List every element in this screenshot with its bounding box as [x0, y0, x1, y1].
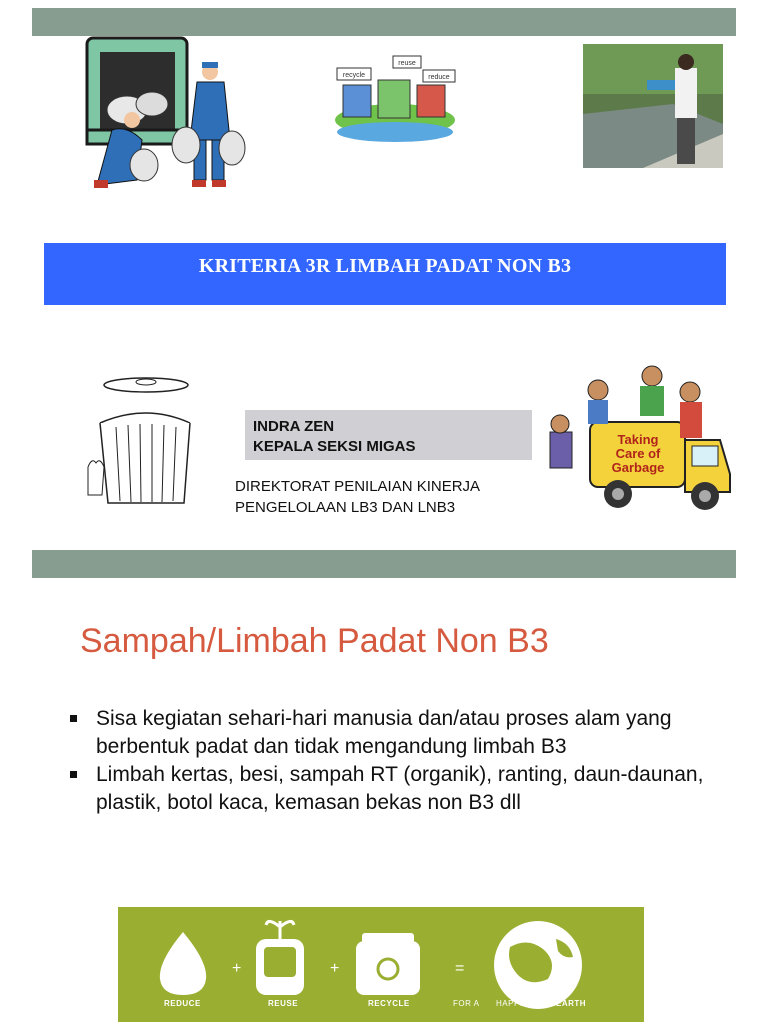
- recycle-sign-label: recycle: [342, 72, 366, 79]
- bullet-text: Sisa kegiatan sehari-hari manusia dan/atau proses alam yang berbentuk padat dan tidak mengandung limbah B3: [96, 707, 672, 758]
- reduce-reuse-recycle-banner: [118, 907, 644, 1022]
- truck-sign-line-1: Taking: [617, 432, 659, 447]
- svg-text:+: +: [232, 960, 242, 977]
- svg-text:+: +: [330, 960, 340, 977]
- recycle-signs-illustration: [333, 50, 458, 150]
- trash-can-illustration: [78, 375, 198, 510]
- for-a-label: FOR A: [453, 999, 480, 1008]
- reduce-label: REDUCE: [164, 999, 201, 1008]
- bullet-item: [70, 705, 710, 761]
- reuse-sign-label: reuse: [398, 60, 416, 67]
- reuse-label: REUSE: [268, 999, 299, 1008]
- garbage-truck-people-illustration: [540, 362, 735, 520]
- organization-text: [235, 476, 480, 518]
- reduce-sign-label: reduce: [428, 74, 450, 81]
- author-role: KEPALA SEKSI MIGAS: [253, 438, 416, 455]
- truck-sign-line-2: Care of: [615, 446, 661, 461]
- org-line-1: DIREKTORAT PENILAIAN KINERJA: [235, 478, 481, 495]
- river-cleanup-photo: [583, 44, 723, 168]
- slide-title-banner: [44, 243, 726, 305]
- author-box: [245, 410, 532, 460]
- org-line-2: PENGELOLAAN LB3 DAN LNB3: [235, 499, 456, 516]
- author-name: INDRA ZEN: [253, 418, 335, 435]
- bullet-text: Limbah kertas, besi, sampah RT (organik), ranting, daun-daunan, plastik, botol kaca, kemasan bekas non B3 dll: [96, 763, 704, 814]
- section-divider-bar: [32, 550, 736, 578]
- bullet-square-icon: [70, 715, 77, 722]
- bullet-item: [70, 761, 710, 817]
- garbage-collectors-illustration: [82, 30, 247, 195]
- bullet-square-icon: [70, 771, 77, 778]
- svg-text:=: =: [455, 960, 465, 977]
- slide-title: KRITERIA 3R LIMBAH PADAT NON B3: [198, 255, 572, 277]
- recycle-label: RECYCLE: [368, 999, 410, 1008]
- truck-sign-line-3: Garbage: [611, 460, 665, 475]
- bullet-list: [70, 705, 710, 817]
- happier-label: HAPPIER: [496, 999, 535, 1008]
- earth-label: EARTH: [556, 999, 587, 1008]
- slide-heading: Sampah/Limbah Padat Non B3: [80, 622, 549, 660]
